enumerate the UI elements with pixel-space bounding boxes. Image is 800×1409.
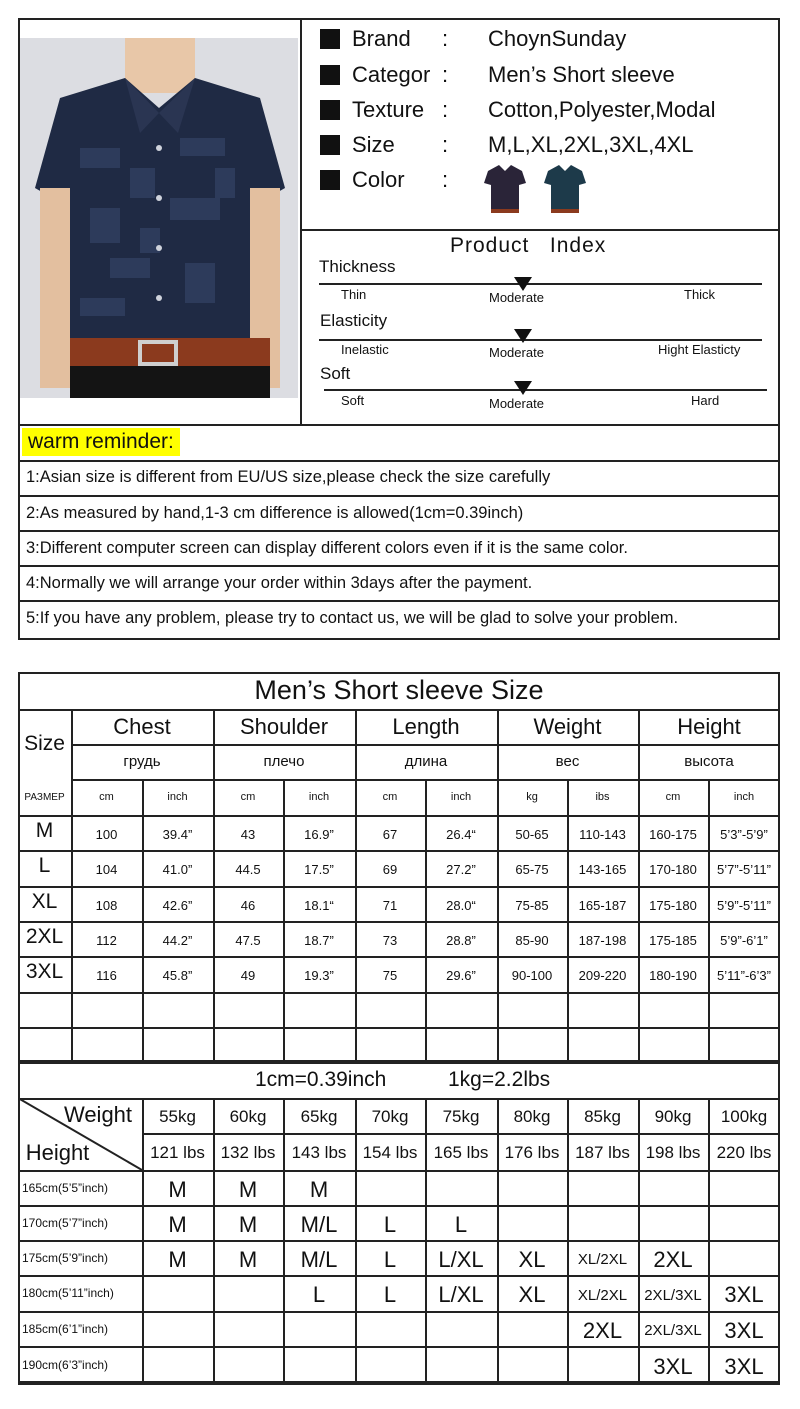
- weight-lbs: 187 lbs: [575, 1142, 630, 1162]
- index-label-thickness: Thickness: [319, 257, 396, 276]
- fit-cell: [497, 1348, 567, 1385]
- fit-cell: M: [168, 1246, 187, 1272]
- size-label: 2XL: [25, 924, 64, 948]
- size-cell: 175-180: [649, 898, 697, 913]
- size-cell: 18.1“: [304, 898, 334, 913]
- weight-lbs: 176 lbs: [504, 1142, 560, 1162]
- weight-lbs: 198 lbs: [645, 1142, 701, 1162]
- divider: [300, 229, 780, 231]
- size-cell: 69: [382, 862, 398, 877]
- spec-colon: :: [442, 167, 449, 192]
- group-header-ru: вес: [555, 753, 580, 770]
- divider: [18, 424, 780, 426]
- size-cell: 100: [95, 827, 118, 842]
- index-option: Soft: [341, 393, 365, 408]
- spec-label: Color: [352, 167, 405, 192]
- spec-size: [320, 130, 694, 160]
- color-swatch-teal[interactable]: [544, 163, 586, 224]
- reminder-note: 1:Asian size is different from EU/US size,please check the size carefully: [26, 468, 551, 486]
- size-cell: 5’7”-5’11”: [717, 862, 771, 877]
- group-header-ru: высота: [684, 753, 734, 770]
- weight-kg: 60kg: [229, 1106, 267, 1126]
- spec-colon: :: [442, 132, 449, 157]
- unit-header: ibs: [595, 791, 610, 803]
- spec-label: Categor: [352, 62, 431, 87]
- weight-lbs: 121 lbs: [150, 1142, 205, 1162]
- spec-brand: [320, 24, 627, 54]
- size-label: M: [35, 818, 54, 842]
- conversion-kg: 1kg=2.2lbs: [448, 1068, 551, 1091]
- size-cell: 175-185: [649, 933, 697, 948]
- conversion-row: [18, 1062, 780, 1098]
- fit-cell: XL/2XL: [577, 1286, 628, 1304]
- fit-cell: 2XL: [653, 1246, 693, 1272]
- fit-cell: [708, 1242, 780, 1277]
- index-option: Hight Elasticty: [658, 342, 741, 357]
- index-option: Inelastic: [341, 342, 389, 357]
- spec-value: M,L,XL,2XL,3XL,4XL: [488, 132, 694, 157]
- spec-label: Size: [352, 132, 395, 157]
- fit-cell: [355, 1313, 425, 1348]
- group-header: Height: [677, 713, 741, 739]
- size-cell: 108: [95, 898, 118, 913]
- size-cell: 43: [240, 827, 256, 842]
- fit-cell: XL: [518, 1246, 546, 1272]
- weight-lbs: 154 lbs: [362, 1142, 418, 1162]
- size-cell: 47.5: [235, 933, 261, 948]
- unit-header: cm: [99, 791, 114, 803]
- size-cell: 18.7”: [304, 933, 334, 948]
- fit-cell: [142, 1277, 213, 1313]
- index-option: Moderate: [489, 345, 544, 360]
- spec-value: Men’s Short sleeve: [488, 62, 675, 87]
- fit-cell: [567, 1172, 638, 1207]
- size-cell: 29.6”: [446, 968, 476, 983]
- fit-cell: 2XL: [582, 1317, 623, 1343]
- fit-cell: [213, 1277, 283, 1313]
- size-cell: 71: [382, 898, 398, 913]
- weight-lbs: 143 lbs: [291, 1142, 347, 1162]
- group-header-ru: плечо: [263, 753, 305, 770]
- index-label-soft: Soft: [320, 364, 351, 383]
- group-header: Length: [392, 713, 460, 739]
- bullet-square-icon: [320, 100, 340, 120]
- spec-label: Brand: [352, 26, 411, 51]
- fit-cell: [283, 1348, 355, 1385]
- weight-kg: 80kg: [513, 1106, 551, 1126]
- unit-header: cm: [382, 791, 398, 803]
- size-cell: 45.8”: [162, 968, 193, 983]
- height-row-label: 175cm(5’9”inch): [22, 1250, 109, 1265]
- index-option: Moderate: [489, 290, 544, 305]
- height-row-label: 190cm(6’3”inch): [22, 1357, 109, 1372]
- fit-cell: [708, 1207, 780, 1242]
- unit-header: inch: [308, 791, 330, 803]
- size-cell: 28.0“: [446, 898, 476, 913]
- height-header: Height: [25, 1140, 90, 1165]
- size-cell: 65-75: [515, 862, 549, 877]
- fit-cell: M: [168, 1176, 187, 1202]
- size-cell: 49: [240, 968, 256, 983]
- size-cell: 209-220: [578, 968, 627, 983]
- fit-cell: [142, 1348, 213, 1385]
- unit-header: inch: [450, 791, 472, 803]
- size-label: L: [38, 853, 51, 877]
- fit-cell: [567, 1348, 638, 1385]
- index-option: Moderate: [489, 396, 544, 411]
- bullet-square-icon: [320, 65, 340, 85]
- size-header-sub: РАЗМЕР: [24, 791, 65, 803]
- fit-cell: [213, 1348, 283, 1385]
- weight-header: Weight: [63, 1102, 133, 1127]
- fit-cell: 2XL/3XL: [644, 1286, 702, 1304]
- size-cell: 28.8”: [446, 933, 476, 948]
- group-header: Weight: [533, 713, 602, 739]
- fit-cell: M: [168, 1211, 187, 1237]
- index-scale-line: [319, 339, 762, 341]
- fit-cell: M: [238, 1246, 258, 1272]
- size-cell: 116: [96, 968, 117, 983]
- weight-kg: 75kg: [442, 1106, 480, 1126]
- unit-header: inch: [167, 791, 188, 803]
- fit-cell: [497, 1172, 567, 1207]
- size-cell: 5’3”-5’9”: [720, 827, 768, 842]
- size-cell: 5’9”-6’1”: [720, 933, 768, 948]
- bullet-square-icon: [320, 29, 340, 49]
- index-label-elasticity: Elasticity: [320, 311, 388, 330]
- bullet-square-icon: [320, 135, 340, 155]
- size-label: XL: [31, 889, 58, 913]
- fit-cell: L: [383, 1246, 397, 1272]
- weight-kg: 90kg: [654, 1106, 692, 1126]
- index-marker-icon: [514, 381, 532, 395]
- spec-label: Texture: [352, 97, 425, 122]
- spec-category: [320, 60, 675, 90]
- color-swatch-dark[interactable]: [484, 163, 526, 224]
- unit-header: inch: [733, 791, 755, 803]
- size-cell: 180-190: [649, 968, 697, 983]
- fit-cell: XL: [518, 1282, 546, 1307]
- spec-value: Cotton,Polyester,Modal: [488, 97, 716, 122]
- size-cell: 143-165: [578, 862, 627, 877]
- fit-cell: [497, 1207, 567, 1242]
- spec-colon: :: [442, 97, 449, 122]
- size-cell: 39.4”: [162, 827, 193, 842]
- fit-cell: 3XL: [724, 1317, 764, 1343]
- fit-cell: [355, 1348, 425, 1385]
- reminder-note: 3:Different computer screen can display different colors even if it is the same color.: [26, 539, 628, 557]
- divider: [18, 565, 780, 567]
- size-cell: 44.5: [235, 862, 261, 877]
- fit-cell: M/L: [300, 1211, 338, 1237]
- fit-cell: [213, 1313, 283, 1348]
- product-index-title: Product Index: [450, 234, 607, 257]
- index-option: Thin: [341, 287, 367, 302]
- unit-header: cm: [665, 791, 681, 803]
- fit-cell: [425, 1348, 497, 1385]
- height-row-label: 185cm(6’1”inch): [22, 1321, 109, 1336]
- size-cell: 75: [382, 968, 398, 983]
- bullet-square-icon: [320, 170, 340, 190]
- size-cell: 104: [95, 862, 118, 877]
- fit-cell: M: [238, 1176, 258, 1202]
- size-cell: 50-65: [515, 827, 549, 842]
- fit-cell: [425, 1313, 497, 1348]
- fit-cell: L/XL: [438, 1282, 484, 1307]
- fit-cell: [708, 1172, 780, 1207]
- size-cell: 160-175: [649, 827, 697, 842]
- size-cell: 165-187: [578, 898, 627, 913]
- size-cell: 46: [240, 898, 256, 913]
- group-header-ru: длина: [404, 753, 448, 770]
- height-row-label: 180cm(5’11”inch): [22, 1286, 114, 1300]
- size-cell: 67: [382, 827, 398, 842]
- weight-lbs: 165 lbs: [433, 1142, 489, 1162]
- weight-kg: 55kg: [159, 1106, 196, 1126]
- size-cell: 5’11”-6’3”: [717, 968, 771, 983]
- fit-cell: M: [309, 1176, 329, 1202]
- index-scale-line: [319, 283, 762, 285]
- index-option: Hard: [691, 393, 720, 408]
- weight-kg: 65kg: [300, 1106, 338, 1126]
- index-option: Thick: [684, 287, 716, 302]
- size-cell: 110-143: [579, 827, 626, 842]
- spec-texture: [320, 95, 716, 125]
- size-cell: 187-198: [578, 933, 627, 948]
- unit-header: cm: [240, 791, 256, 803]
- fit-cell: [425, 1172, 497, 1207]
- fit-cell: XL/2XL: [577, 1251, 628, 1268]
- fit-cell: L: [312, 1282, 326, 1307]
- size-cell: 16.9”: [304, 827, 334, 842]
- spec-color: [320, 165, 482, 195]
- weight-lbs: 220 lbs: [716, 1142, 772, 1162]
- fit-cell: [638, 1172, 708, 1207]
- divider: [18, 495, 780, 497]
- size-cell: 112: [96, 933, 117, 948]
- height-row-label: 165cm(5’5”inch): [22, 1180, 109, 1195]
- reminder-note: 4:Normally we will arrange your order within 3days after the payment.: [26, 574, 533, 592]
- group-header-ru: грудь: [123, 753, 161, 770]
- size-header: Size: [24, 732, 65, 755]
- conversion-cm: 1cm=0.39inch: [255, 1068, 387, 1091]
- weight-kg: 100kg: [720, 1106, 768, 1126]
- fit-cell: [567, 1207, 638, 1242]
- fit-cell: M: [238, 1211, 258, 1237]
- fit-cell: [142, 1313, 213, 1348]
- size-cell: 170-180: [649, 862, 697, 877]
- size-chart-title: Men’s Short sleeve Size: [254, 675, 544, 705]
- group-header: Chest: [113, 713, 171, 739]
- grid-line: [18, 1027, 780, 1029]
- divider: [18, 530, 780, 532]
- index-scale-line: [324, 389, 767, 391]
- fit-cell: 3XL: [724, 1353, 764, 1379]
- fit-cell: 2XL/3XL: [644, 1322, 702, 1339]
- divider: [18, 600, 780, 602]
- height-row-label: 170cm(5’7”inch): [22, 1215, 109, 1230]
- fit-cell: L: [383, 1211, 397, 1237]
- fit-cell: 3XL: [653, 1353, 693, 1379]
- size-cell: 26.4“: [446, 827, 476, 842]
- reminder-note: 2:As measured by hand,1-3 cm difference is allowed(1cm=0.39inch): [26, 504, 524, 522]
- size-label: 3XL: [25, 959, 64, 983]
- fit-cell: [497, 1313, 567, 1348]
- spec-colon: :: [442, 62, 449, 87]
- reminder-title: warm reminder:: [22, 428, 180, 456]
- weight-kg: 70kg: [371, 1106, 409, 1126]
- size-cell: 44.2”: [162, 933, 193, 948]
- unit-header: kg: [526, 791, 538, 803]
- index-marker-icon: [514, 329, 532, 343]
- divider: [300, 18, 302, 426]
- size-cell: 73: [382, 933, 398, 948]
- fit-cell: L: [454, 1211, 468, 1237]
- fit-cell: L/XL: [438, 1246, 484, 1272]
- group-header: Shoulder: [239, 713, 329, 739]
- weight-kg: 85kg: [584, 1106, 621, 1126]
- fit-cell: L: [383, 1282, 397, 1307]
- size-cell: 19.3”: [304, 968, 334, 983]
- index-marker-icon: [514, 277, 532, 291]
- size-cell: 75-85: [515, 898, 549, 913]
- size-cell: 17.5”: [304, 862, 334, 877]
- spec-colon: :: [442, 26, 449, 51]
- fit-cell: [638, 1207, 708, 1242]
- fit-cell: [283, 1313, 355, 1348]
- model-photo: [20, 38, 298, 398]
- fit-cell: M/L: [300, 1246, 338, 1272]
- fit-cell: 3XL: [724, 1282, 764, 1307]
- weight-lbs: 132 lbs: [220, 1142, 276, 1162]
- size-cell: 41.0”: [162, 862, 193, 877]
- size-cell: 42.6”: [162, 898, 193, 913]
- size-cell: 90-100: [511, 968, 553, 983]
- size-cell: 27.2”: [446, 862, 476, 877]
- size-cell: 5’9”-5’11”: [717, 898, 771, 913]
- spec-value: ChoynSunday: [488, 26, 627, 51]
- fit-cell: [355, 1172, 425, 1207]
- reminder-note: 5:If you have any problem, please try to contact us, we will be glad to solve your problem.: [26, 609, 679, 627]
- divider: [18, 460, 780, 462]
- size-cell: 85-90: [515, 933, 549, 948]
